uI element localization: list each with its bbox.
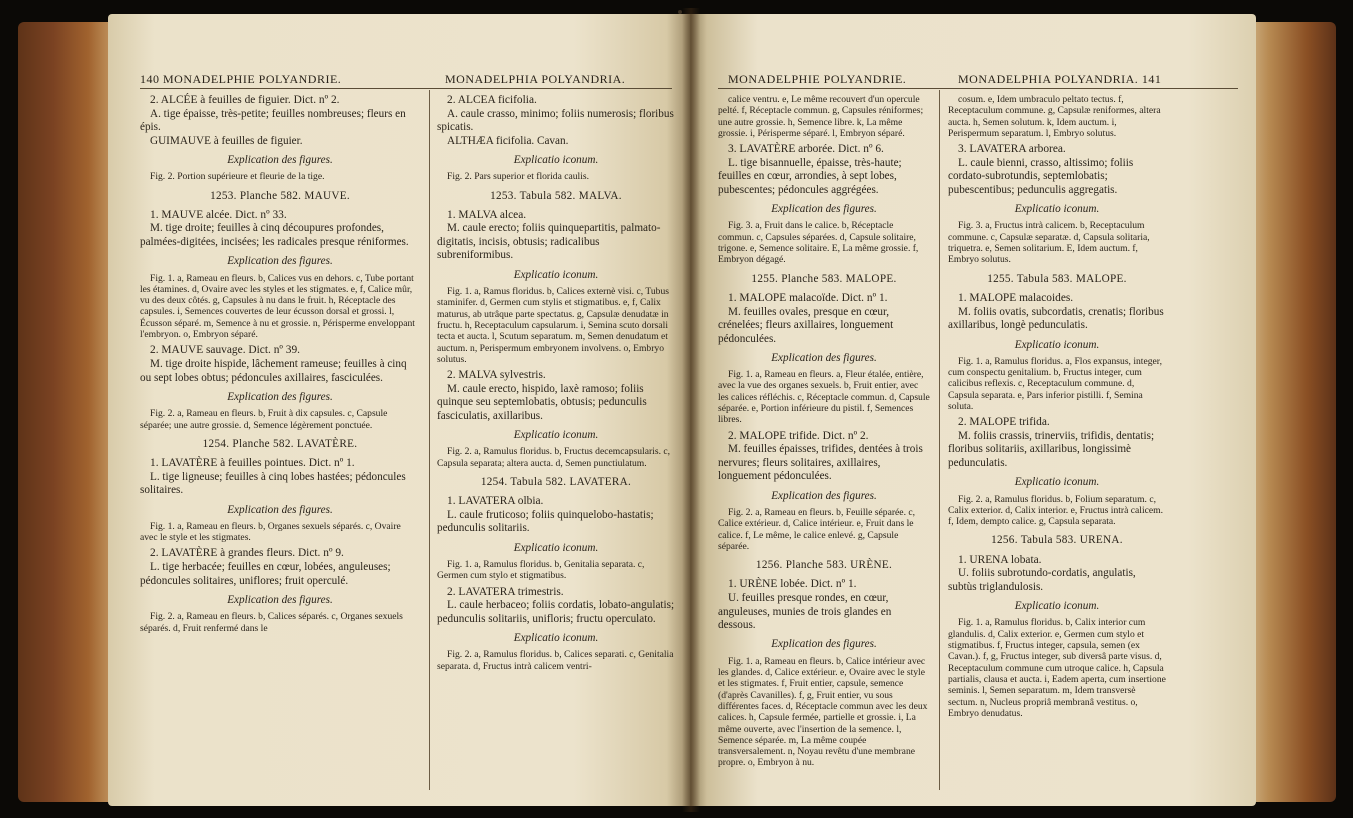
figure-explanation-heading: Explication des figures. (771, 489, 877, 502)
species-description: L. caule herbaceo; foliis cordatis, lobato-angulatis; pedunculis solitariis, unifloris; fructu operculato. (437, 599, 675, 625)
figure-explanation-heading: Explication des figures. (771, 638, 877, 651)
species-title: 1. URENA lobata. (958, 553, 1042, 566)
species-description: M. feuilles ovales, presque en cœur, crénelées; fleurs axillaires, longuement pédonculées. (718, 305, 894, 345)
species-entry (948, 292, 1166, 333)
figure-explanation-heading: Explication des figures. (227, 154, 333, 166)
species-entry (437, 495, 675, 536)
figure-explanation-heading: Explicatio iconum. (513, 154, 599, 166)
species-title: 1. URÈNE lobée. Dict. nº 1. (728, 578, 857, 591)
figure-caption: Fig. 2. a, Ramulus floridus. b, Calices separati. c, Genitalia separata. d, Fructus intrà calicem ventri- (437, 649, 674, 672)
figure-caption: Fig. 1. a, Rameau en fleurs. b, Calice intérieur avec les glandes. d, Calice extérieur. e, Ovaire avec le style et les stigmates. f, Fruit entier, capsule, semence (d'après Cavanilles). f, g, Fruit entier, vu sous différentes faces. d, Réceptacle commun avec les deux calices. h, Capsule fermée, partielle et grossie. i, La même ouverte, avec l'insertion de la semence. l, Semence séparée. m, La même coupée transversalement. n, Noyau revêtu d'une membrane propre. o, Embryon à nu. (718, 655, 928, 769)
species-entry (437, 94, 675, 148)
species-title: 2. MALOPE trifide. Dict. nº 2. (728, 429, 869, 442)
figure-explanation-heading: Explication des figures. (227, 594, 333, 606)
figure-explanation-heading: Explicatio iconum. (513, 429, 599, 442)
figure-explanation-heading: Explication des figures. (227, 503, 333, 516)
figure-explanation-heading: Explicatio iconum. (513, 632, 599, 645)
species-description: U. foliis subrotundo-cordatis, angulatis, subtùs triglandulosis. (948, 567, 1136, 593)
species-title: 2. LAVATÈRE à grandes fleurs. Dict. nº 9. (150, 547, 344, 560)
species-entry (718, 430, 930, 484)
figure-caption: Fig. 1. a, Rameau en fleurs. b, Organes sexuels séparés. c, Ovaire avec le style et les stigmates. (140, 520, 401, 544)
species-entry (948, 143, 1166, 197)
plate-heading: 1256. Tabula 583. URENA. (991, 534, 1123, 547)
plate-heading: 1254. Tabula 582. LAVATERA. (480, 476, 632, 488)
figure-caption: Fig. 1. a, Rameau en fleurs. b, Calices vus en dehors. c, Tube portant les étamines. d, Ovaire avec les styles et les stigmates. e, f, Calice mûr, vu des deux côtés. g, Capsules à nu dans le fruit. h, Réceptacle des capsules. i, Semences couvertes de leur écusson dorsal et grossi. l, Écusson séparé. m, Semence à nu et grossie. n, Périsperme enveloppant l'embryon. o, Embryon séparé. (140, 272, 415, 341)
right-page-french-column (718, 94, 930, 773)
species-synonym: GUIMAUVE à feuilles de figuier. (150, 134, 303, 147)
species-title: 1. MALVA alcea. (447, 208, 527, 221)
species-title: 1. LAVATÈRE à feuilles pointues. Dict. nº 1. (150, 457, 355, 470)
species-description: L. tige bisannuelle, épaisse, très-haute; feuilles en cœur, arrondies, à sept lobes, pubescentes; pédoncules aggrégées. (718, 156, 902, 196)
species-title: 2. ALCEA ficifolia. (447, 94, 537, 106)
figure-caption: Fig. 2. a, Rameau en fleurs. b, Feuille séparée. c, Calice extérieur. d, Calice intérieur. e, Fruit dans le calice. f, Le même, le calice enlevé. g, Capsule séparée. (718, 506, 916, 552)
figure-explanation-heading: Explicatio iconum. (1014, 476, 1100, 489)
species-entry (140, 94, 420, 148)
figure-caption: Fig. 1. a, Ramulus floridus. a, Flos expansus, integer, cum conspectu genitalium. b, Fructus integer, cum calicibus reflexis. c, Receptaculum commune. d, Capsula separata. e, Pars inferior pistilli. f, Semina soluta. (948, 355, 1162, 412)
species-description: M. tige droite hispide, lâchement rameuse; feuilles à cinq ou sept lobes obtus; pédoncules axillaires, fasciculées. (140, 358, 407, 384)
species-title: 2. LAVATERA trimestris. (447, 585, 564, 598)
figure-explanation-heading: Explication des figures. (227, 390, 333, 403)
species-description: M. caule erecto; foliis quinquepartitis, palmato-digitatis, incisis, obtusis; radicalibus subreniformibus. (437, 222, 661, 262)
species-description: M. foliis ovatis, subcordatis, crenatis; floribus axillaribus, longè pedunculatis. (948, 305, 1164, 332)
species-entry (437, 209, 675, 263)
species-description: M. foliis crassis, trinerviis, trifidis, dentatis; floribus solitariis, axillaribus, longissimè pedunculatis. (948, 429, 1155, 469)
right-header-french: MONADELPHIE POLYANDRIE. (728, 72, 907, 86)
species-title: 3. LAVATÈRE arborée. Dict. nº 6. (728, 143, 884, 156)
figure-caption: Fig. 2. a, Rameau en fleurs. b, Calices séparés. c, Organes sexuels séparés. d, Fruit renfermé dans le (140, 611, 403, 634)
right-header-latin: MONADELPHIA POLYANDRIA. (958, 72, 1139, 86)
species-title: 1. MALOPE malacoides. (958, 291, 1074, 304)
plate-heading: 1253. Tabula 582. MALVA. (490, 189, 622, 202)
figure-caption: Fig. 2. a, Rameau en fleurs. b, Fruit à dix capsules. c, Capsule séparée; une autre grossie. d, Semence légèrement ponctuée. (140, 408, 388, 431)
species-description: L. caule fruticoso; foliis quinquelobo-hastatis; pedunculis solitariis. (437, 508, 654, 535)
species-title: 2. ALCÉE à feuilles de figuier. Dict. nº 2. (150, 94, 340, 106)
left-page-latin-column (437, 94, 675, 676)
species-entry (948, 554, 1166, 595)
species-title: 1. MALOPE malacoïde. Dict. nº 1. (728, 291, 888, 304)
plate-heading: 1253. Planche 582. MAUVE. (210, 189, 350, 202)
species-entry (718, 578, 930, 632)
species-description: L. caule bienni, crasso, altissimo; foliis cordato-subrotundis, septemlobatis; pubescentibus; pedunculis aggregatis. (948, 156, 1134, 196)
figure-caption: Fig. 1. a, Ramulus floridus. b, Calix interior cum glandulis. d, Calix exterior. e, Germen cum stylo et stigmatibus. f, Fructus integer, capsula, semen (ex Cavan.). f, g, Fructus integer, sub diversâ parte visus. d, Receptaculum commune cum utroque calice. h, Capsula partialis, clausa et aucta. i, Eadem aperta, cum insertione seminis. l, Semen separatum. m, Idem transversè sectum. n, Nucleus propriâ membranâ vestitus. o, Embryo denudatus. (948, 617, 1166, 719)
figure-caption: Fig. 2. a, Ramulus floridus. b, Fructus decemcapsularis. c, Capsula separata; altera aucta. d, Semen punctiulatum. (437, 446, 671, 469)
species-entry (718, 292, 930, 346)
species-title: 2. MALVA sylvestris. (447, 369, 546, 382)
figure-caption: Fig. 2. Portion supérieure et fleurie de la tige. (150, 171, 325, 183)
right-column-divider (939, 90, 940, 790)
figure-explanation-heading: Explication des figures. (227, 255, 333, 268)
right-running-head (958, 72, 1161, 87)
left-header-latin: MONADELPHIA POLYANDRIA. (445, 72, 626, 86)
book-gutter (682, 8, 700, 812)
species-description: M. feuilles épaisses, trifides, dentées à trois nervures; fleurs solitaires, axillaires, longuement pédonculées. (718, 443, 923, 483)
plate-heading: 1254. Planche 582. LAVATÈRE. (202, 437, 358, 450)
species-entry (718, 143, 930, 197)
figure-caption: cosum. e, Idem umbraculo peltato tectus. f, Receptaculum commune. g, Capsulæ reniformes, altera aucta. h, Semen solutum. k, Idem auctum. i, Perispermum separatum. l, Embryo solutus. (948, 94, 1161, 139)
species-entry (140, 457, 420, 498)
page-mark (678, 10, 682, 14)
figure-caption: Fig. 3. a, Fruit dans le calice. b, Réceptacle commun. c, Capsules séparées. d, Capsule solitaire, trigone. e, Semence solitaire. E, La même grossie. f, Embryon dégagé. (718, 220, 919, 266)
left-column-divider (429, 90, 430, 790)
figure-caption: Fig. 2. Pars superior et florida caulis. (447, 171, 590, 183)
left-running-head (140, 72, 341, 87)
right-page-latin-column (948, 94, 1166, 723)
species-description: U. feuilles presque rondes, en cœur, anguleuses, munies de trois glandes en dessous. (718, 592, 892, 631)
species-description: M. tige droite; feuilles à cinq découpures profondes, palmées-digitées, incisées; les radicales presque réniformes. (140, 222, 409, 248)
figure-explanation-heading: Explicatio iconum. (513, 268, 599, 281)
figure-caption: Fig. 1. a, Rameau en fleurs. a, Fleur étalée, entière, avec la vue des organes sexuels. b, Fruit entier, avec les calices réfléchis. c, Réceptacle commun. d, Capsule séparée. e, Portion inférieure du pistil. f, Semences libres. (718, 369, 930, 426)
figure-explanation-heading: Explicatio iconum. (1014, 338, 1100, 351)
figure-explanation-heading: Explication des figures. (771, 203, 877, 216)
species-title: 2. MALOPE trifida. (958, 416, 1050, 429)
species-description: L. tige ligneuse; feuilles à cinq lobes hastées; pédoncules solitaires. (140, 470, 406, 497)
right-page-number: 141 (1141, 72, 1162, 86)
species-entry (437, 586, 675, 627)
right-header-rule (718, 88, 1238, 89)
left-header-french: MONADELPHIE POLYANDRIE. (163, 72, 342, 86)
left-page-french-column (140, 94, 420, 638)
species-entry (140, 209, 420, 250)
open-book (18, 8, 1336, 812)
left-page-edges (18, 22, 118, 802)
figure-caption: Fig. 1. a, Ramulus floridus. b, Genitalia separata. c, Germen cum stylo et stigmatibus. (437, 559, 645, 582)
plate-heading: 1255. Tabula 583. MALOPE. (987, 272, 1127, 285)
species-entry (140, 547, 420, 588)
species-entry (437, 369, 675, 423)
species-title: 3. LAVATERA arborea. (958, 143, 1066, 156)
left-header-rule (140, 88, 672, 89)
figure-explanation-heading: Explication des figures. (771, 351, 877, 364)
plate-heading: 1255. Planche 583. MALOPE. (751, 272, 897, 285)
left-page-number: 140 (140, 72, 160, 86)
figure-explanation-heading: Explicatio iconum. (1014, 203, 1100, 216)
figure-explanation-heading: Explicatio iconum. (513, 541, 599, 554)
figure-explanation-heading: Explicatio iconum. (1014, 600, 1100, 613)
species-title: 2. MAUVE sauvage. Dict. nº 39. (150, 344, 301, 357)
figure-caption: Fig. 2. a, Ramulus floridus. b, Folium separatum. c, Calix exterior. d, Calix interior. e, Fructus intrà calicem. f, Idem, dempto calice. g, Capsula separata. (948, 493, 1164, 528)
species-entry (140, 344, 420, 385)
species-title: 1. MAUVE alcée. Dict. nº 33. (150, 208, 287, 221)
species-description: A. tige épaisse, très-petite; feuilles nombreuses; fleurs en épis. (140, 107, 406, 134)
figure-caption: Fig. 3. a, Fructus intrà calicem. b, Receptaculum commune. c, Capsulæ separatæ. d, Capsula solitaria, triquetra. e, Semen solitarium. E, Idem auctum. f, Embryo solutus. (948, 220, 1150, 266)
figure-caption: Fig. 1. a, Ramus floridus. b, Calices externè visi. c, Tubus staminifer. d, Germen cum stylis et stigmatibus. e, f, Calix maturus, ab utrâque parte spectatus. g, Capsulæ denudatæ in fructu. h, Receptaculum capsularum. i, Semina scuto dorsali tecta et aucta. l, Scutum separatum. m, Semen denudatum et auctum. n, Perispermum embryonem involvens. o, Embryo solutus. (437, 285, 669, 365)
species-description: M. caule erecto, hispido, laxè ramoso; foliis quinque seu septemlobatis, obtusis; pedunculis fasciculatis, axillaribus. (437, 382, 647, 422)
species-description: L. tige herbacée; feuilles en cœur, lobées, anguleuses; pédoncules solitaires, uniflores; fruit operculé. (140, 561, 391, 587)
plate-heading: 1256. Planche 583. URÈNE. (755, 559, 893, 572)
species-description: A. caule crasso, minimo; foliis numerosis; floribus spicatis. (437, 107, 674, 134)
species-synonym: ALTHÆA ficifolia. Cavan. (447, 134, 569, 147)
figure-caption: calice ventru. e, Le même recouvert d'un opercule pelté. f, Réceptacle commun. g, Capsules réniformes; une autre grossie. h, Semence libre. k, La même grossie. i, Périsperme séparé. l, Embryon séparé. (718, 94, 924, 139)
species-entry (948, 416, 1166, 470)
species-title: 1. LAVATERA olbia. (447, 495, 544, 508)
